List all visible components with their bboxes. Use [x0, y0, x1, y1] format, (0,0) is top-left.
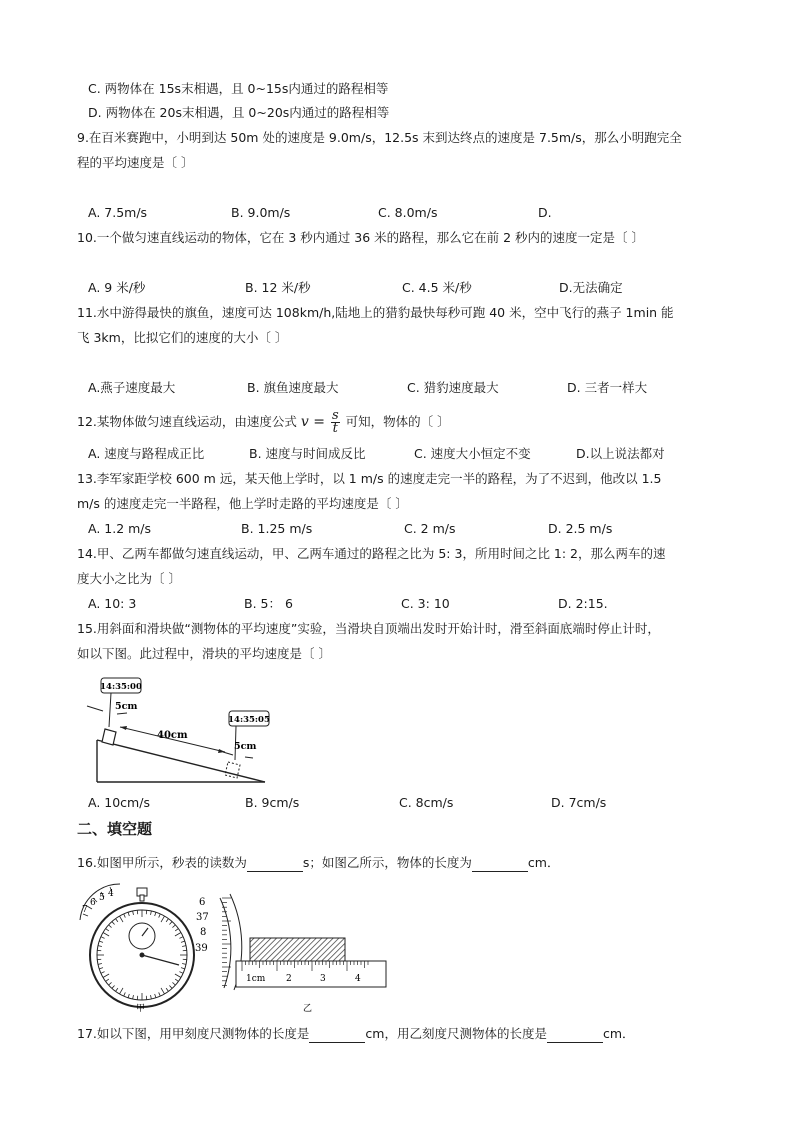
q15-option-d: D. 7cm/s	[551, 795, 607, 810]
enlarged-scale-label-8: 8	[200, 927, 207, 938]
q11-stem-line2: 飞 3km，比拟它们的速度的大小〔 〕	[77, 330, 288, 345]
q10-option-a: A. 9 米/秒	[88, 280, 146, 295]
q13-stem-line1: 13.李军家距学校 600 m 远，某天他上学时，以 1 m/s 的速度走完一半的路程，为了不迟到，他改以 1.5	[77, 471, 662, 486]
caption-yi: 乙	[303, 1004, 313, 1014]
q14-option-c: C. 3: 10	[401, 596, 450, 611]
top-5cm-label: 5cm	[115, 701, 138, 712]
q15-incline-figure	[85, 672, 275, 788]
stopwatch-stem	[140, 895, 144, 901]
q12-stem-prefix: 12.某物体做匀速直线运动，由速度公式	[77, 414, 297, 429]
q9-option-a: A. 7.5m/s	[88, 205, 148, 220]
enlarged-scale-label-37: 37	[196, 912, 209, 923]
q17-part3: cm．	[602, 1026, 635, 1041]
slider-block-top	[102, 729, 116, 745]
q16-stem	[77, 854, 559, 872]
q11-option-d: D. 三者一样大	[567, 380, 648, 395]
ruler-label-3: 3	[320, 974, 326, 984]
q9-stem-line2: 程的平均速度是〔 〕	[77, 155, 194, 170]
q13-stem-line2: m/s 的速度走完一半路程，他上学时走路的平均速度是〔 〕	[77, 496, 408, 511]
q17-stem	[77, 1025, 635, 1043]
start-time-pointer	[109, 693, 111, 727]
q14-option-d: D. 2:15.	[558, 596, 608, 611]
q10-stem: 10.一个做匀速直线运动的物体，它在 3 秒内通过 36 米的路程，那么它在前 2 秒内的速度一定是〔 〕	[77, 230, 645, 245]
q12-option-b: B. 速度与时间成反比	[249, 446, 366, 461]
start-time-label: 14:35:00	[100, 682, 142, 692]
q12-formula-numerator: s	[331, 408, 339, 423]
caption-jia: 甲	[136, 1004, 146, 1014]
distance-40cm-label: 40cm	[157, 730, 188, 741]
q15-option-a: A. 10cm/s	[88, 795, 150, 810]
q15-stem-line1: 15.用斜面和滑块做“测物体的平均速度”实验，当滑块自顶端出发时开始计时，滑至斜面底端时停止计时，	[77, 621, 660, 636]
top-5cm-arrow-right	[117, 713, 127, 714]
q8-option-c: C. 两物体在 15s末相遇，且 0~15s内通过的路程相等	[88, 81, 389, 96]
q14-stem-line2: 度大小之比为〔 〕	[77, 571, 181, 586]
enlarged-scale-ticks	[222, 898, 231, 985]
bottom-5cm-arrow-left	[223, 752, 233, 755]
q13-option-b: B. 1.25 m/s	[241, 521, 313, 536]
q12-option-a: A. 速度与路程成正比	[88, 446, 205, 461]
stopwatch-center	[140, 953, 145, 958]
q10-option-b: B. 12 米/秒	[245, 280, 311, 295]
q8-option-d: D. 两物体在 20s末相遇，且 0~20s内通过的路程相等	[88, 105, 390, 120]
ruler-label-1cm: 1cm	[246, 974, 266, 984]
small-dial-label-7: 7	[82, 905, 88, 915]
q17-part2: cm，用乙刻度尺测物体的长度是	[365, 1026, 547, 1041]
q14-option-b: B. 5： 6	[244, 596, 293, 611]
q12-formula-fraction	[331, 410, 340, 435]
bottom-5cm-arrow-right	[245, 757, 253, 758]
end-time-label: 14:35:05	[228, 715, 270, 725]
q12-formula-v: v =	[300, 414, 325, 430]
section-title-fill-in: 二、填空题	[77, 820, 153, 838]
q10-option-d: D.无法确定	[559, 280, 623, 295]
q15-stem-line2: 如以下图。此过程中，滑块的平均速度是〔 〕	[77, 646, 331, 661]
q14-option-a: A. 10: 3	[88, 596, 137, 611]
q12-stem	[77, 410, 450, 435]
q15-option-c: C. 8cm/s	[399, 795, 454, 810]
q10-option-c: C. 4.5 米/秒	[402, 280, 472, 295]
small-dial-label-4: 4	[108, 889, 114, 899]
distance-arrowhead-left	[120, 726, 127, 730]
q16-figure	[74, 880, 394, 1015]
q16-part1: 16.如图甲所示，秒表的读数为	[77, 855, 247, 870]
q9-option-b: B. 9.0m/s	[231, 205, 291, 220]
bottom-5cm-label: 5cm	[234, 741, 257, 752]
q15-option-b: B. 9cm/s	[245, 795, 300, 810]
enlarged-scale-label-6: 6	[199, 897, 206, 908]
small-dial-label-6: 6	[90, 898, 96, 908]
q9-option-d: D.	[538, 205, 552, 220]
q12-formula-denominator: t	[332, 421, 338, 436]
q17-part1: 17.如以下图，用甲刻度尺测物体的长度是	[77, 1026, 310, 1041]
q16-blank-stopwatch[interactable]	[247, 857, 303, 872]
q14-stem-line1: 14.甲、乙两车都做匀速直线运动，甲、乙两车通过的路程之比为 5: 3，所用时间之比 1: 2，那么两车的速	[77, 546, 666, 561]
q13-option-c: C. 2 m/s	[404, 521, 456, 536]
top-5cm-arrow-left	[87, 706, 103, 711]
q12-option-d: D.以上说法都对	[576, 446, 665, 461]
q11-stem-line1: 11.水中游得最快的旗鱼，速度可达 108km/h,陆地上的猎豹最快每秒可跑 40 米，空中飞行的燕子 1min 能	[77, 305, 674, 320]
small-dial-label-5: 5	[99, 893, 105, 903]
ruler-label-2: 2	[286, 974, 292, 984]
q16-part3: cm．	[527, 855, 560, 870]
measured-object	[250, 938, 345, 961]
enlarged-scale-label-39: 39	[195, 943, 208, 954]
q17-blank-ruler-jia[interactable]	[309, 1028, 365, 1043]
q13-option-d: D. 2.5 m/s	[548, 521, 613, 536]
q11-option-b: B. 旗鱼速度最大	[247, 380, 339, 395]
ruler-label-4: 4	[355, 974, 361, 984]
q17-blank-ruler-yi[interactable]	[547, 1028, 603, 1043]
q12-stem-suffix: 可知，物体的〔 〕	[345, 414, 450, 429]
q9-stem-line1: 9.在百米赛跑中，小明到达 50m 处的速度是 9.0m/s，12.5s 末到达终点的速度是 7.5m/s，那么小明跑完全	[77, 130, 682, 145]
q9-option-c: C. 8.0m/s	[378, 205, 438, 220]
q11-option-a: A.燕子速度最大	[88, 380, 176, 395]
q13-option-a: A. 1.2 m/s	[88, 521, 152, 536]
q11-option-c: C. 猎豹速度最大	[407, 380, 499, 395]
q12-option-c: C. 速度大小恒定不变	[414, 446, 531, 461]
q16-part2: s；如图乙所示，物体的长度为	[302, 855, 472, 870]
q16-blank-length[interactable]	[472, 857, 528, 872]
